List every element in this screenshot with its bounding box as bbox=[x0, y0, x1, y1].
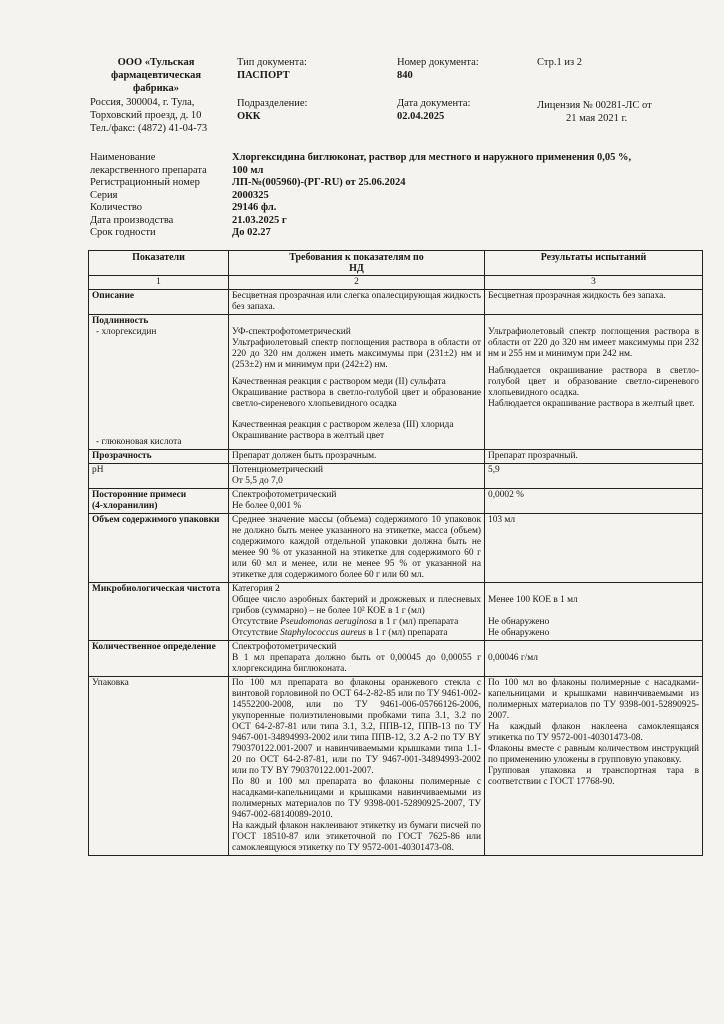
page-number: Стр.1 из 2 bbox=[537, 57, 582, 68]
table-number-row: 1 2 3 bbox=[89, 276, 703, 290]
test-results-table bbox=[88, 250, 703, 856]
doc-type: Тип документа: ПАСПОРТ bbox=[237, 57, 307, 81]
info-row-expiry: Срок годности До 02.27 bbox=[90, 227, 271, 238]
product-info bbox=[90, 152, 700, 240]
table-header-row bbox=[89, 251, 703, 276]
table-row: Прозрачность Препарат должен быть прозрачным. Препарат прозрачный. bbox=[89, 450, 703, 464]
doc-date: Дата документа: 02.04.2025 bbox=[397, 98, 471, 122]
info-row-prod-date: Дата производства 21.03.2025 г bbox=[90, 214, 287, 226]
table-row: pH Потенциометрический От 5,5 до 7,0 5,9 bbox=[89, 464, 703, 489]
col-header-requirements: Требования к показателям по НД bbox=[229, 251, 485, 276]
info-row-name: Наименование лекарственного препарата Хлоргексидина биглюконат, раствор для местного и наружного применения 0,05 %, 100 мл bbox=[90, 152, 632, 176]
table-row: Объем содержимого упаковки Среднее значение массы (объема) содержимого 10 упаковок не должно быть менее указанного на этикетке, масса (объем) содержимого каждой отдельной упаковки должна быть не менее 90 % от указанной на этикетке для содержимого 60 г или 60 мл и менее, или не менее 95 % от указанной на этикетке для содержимого более 60 г или 60 мл. 103 мл bbox=[89, 514, 703, 583]
company-address: Россия, 300004, г. Тула, Торховский проезд, д. 10 Тел./факс: (4872) 41-04-73 bbox=[90, 97, 208, 134]
table-row: Микробиологическая чистота Категория 2 Общее число аэробных бактерий и дрожжевых и плесневых грибов (суммарно) – не более 10² КОЕ в 1 г (мл) Отсутствие Pseudomonas aeruginosa в 1 г (мл) препарата Отсутствие Staphylococcus aureus в 1 г (мл) препарата Менее 100 КОЕ в 1 мл Не обнаружено Не обнаружено bbox=[89, 583, 703, 641]
doc-number: Номер документа: 840 bbox=[397, 57, 479, 81]
table-row: Упаковка По 100 мл препарата во флаконы оранжевого стекла с винтовой горловиной по ОСТ 64-2-82-85 или по ТУ 9461-002-14552200-2008, или по ТУ 9461-006-05766126-2006, укупоренные полиэтиленовыми пробками типа 3.1, 3.2 по ОСТ 64-2-87-81 или типа 3.1, 3.2, ППВ-12, ППВ-13 по ТУ 9467-001-34894993-2002 или типа ППВ-12, 3.2 А-2 по ТУ BY 790370122.001-2007 и навинчиваемыми крышками типа 1.1-20 по ОСТ 64-2-87-81, или по ТУ 9467-001-34894993-2002 или по ТУ BY 790370122.001-2007. По 80 и 100 мл препарата во флаконы полимерные с насадками-капельницами и крышками навинчиваемыми из полимерных материалов по ТУ 9398-001-52890925-2007, ТУ 9467-002-68140089-2010. На каждый флакон наклеивают этикетку из бумаги писчей по ГОСТ 18510-87 или этикеточной по ГОСТ 7625-86 или самоклеящуюся этикетку по ТУ 9572-001-40301473-08. По 100 мл во флаконы полимерные с насадками-капельницами и крышками навинчиваемыми из полимерных материалов по ТУ 9398-001-52890925-2007. На каждый флакон наклеена самоклеящаяся этикетка по ТУ 9572-001-40301473-08. Флаконы вместе с равным количеством инструкций по применению уложены в групповую упаковку. Групповая упаковка и транспортная тара в соответствии с ГОСТ 17768-90. bbox=[89, 677, 703, 856]
col-header-results: Результаты испытаний bbox=[485, 251, 703, 276]
info-row-reg: Регистрационный номер ЛП-№(005960)-(РГ-RU) от 25.06.2024 bbox=[90, 177, 406, 188]
company-name: ООО «Тульская фармацевтическая фабрика» bbox=[110, 57, 202, 94]
info-row-qty: Количество 29146 фл. bbox=[90, 202, 277, 213]
table-row: Количественное определение Спектрофотометрический В 1 мл препарата должно быть от 0,00045 до 0,00055 г хлоргексидина биглюконата. 0,00046 г/мл bbox=[89, 641, 703, 677]
table-row: Посторонние примеси (4-хлоранилин) Спектрофотометрический Не более 0,001 % 0,0002 % bbox=[89, 489, 703, 514]
info-row-series: Серия 2000325 bbox=[90, 189, 269, 201]
division: Подразделение: ОКК bbox=[237, 98, 308, 122]
col-header-indicators: Показатели bbox=[89, 251, 229, 276]
table-row: Подлинность - хлоргексидин - глюконовая кислота УФ-спектрофотометрический Ультрафиолетовый спектр поглощения раствора в области от 220 до 320 нм должен иметь максимумы при (231±2) нм и (253±2) нм и минимум при (242±2) нм. Качественная реакция с раствором меди (II) сульфата Окрашивание раствора в светло-голубой цвет и образование светло-сиреневого хлопьевидного осадка Качественная реакция с раствором железа (III) хлорида Окрашивание раствора в желтый цвет Ультрафиолетовый спектр поглощения раствора в области от 220 до 320 нм имеет максимумы при 232 нм и 255 нм и минимум при 242 нм. Наблюдается окрашивание раствора в светло-голубой цвет и образование светло-сиреневого хлопьевидного осадка. Наблюдается окрашивание раствора в желтый цвет. bbox=[89, 315, 703, 450]
table-row: Описание Бесцветная прозрачная или слегка опалесцирующая жидкость без запаха. Бесцветная прозрачная жидкость без запаха. bbox=[89, 290, 703, 315]
license: Лицензия № 00281-ЛС от 21 мая 2021 г. bbox=[537, 100, 652, 124]
